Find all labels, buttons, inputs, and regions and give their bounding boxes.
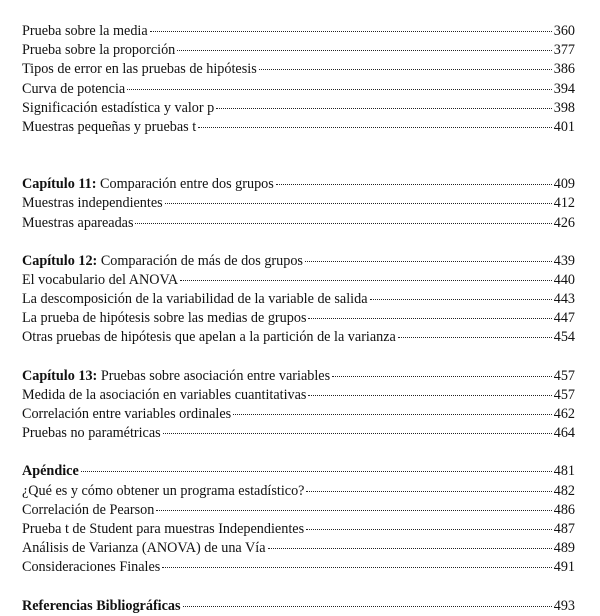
dot-leader: [332, 376, 552, 377]
dot-leader: [198, 127, 552, 128]
dot-leader: [398, 337, 552, 338]
toc-entry-label: La descomposición de la variabilidad de la variable de salida: [22, 291, 368, 308]
toc-entry-label: Tipos de error en las pruebas de hipótesis: [22, 61, 257, 78]
dot-leader: [306, 491, 551, 492]
toc-page-number: 482: [553, 482, 575, 499]
dot-leader: [150, 31, 552, 32]
toc-entry: [22, 328, 575, 347]
toc-page-number: 377: [553, 42, 575, 59]
toc-page-number: 386: [553, 61, 575, 78]
toc-chapter-13: [22, 367, 575, 444]
dot-leader: [268, 548, 552, 549]
chapter-prefix: Capítulo 13:: [22, 367, 98, 384]
toc-entry: [22, 386, 575, 405]
dot-leader: [216, 108, 551, 109]
toc-entry: [22, 80, 575, 99]
toc-page-number: 457: [553, 386, 575, 403]
toc-chapter-heading: [22, 462, 575, 481]
dot-leader: [163, 433, 552, 434]
toc-entry: [22, 520, 575, 539]
toc-page-number: 454: [553, 329, 575, 346]
toc-entry: [22, 60, 575, 79]
toc-page-number: 398: [553, 99, 575, 116]
toc-entry: [22, 41, 575, 60]
toc-entry-label: Prueba sobre la proporción: [22, 42, 176, 59]
chapter-prefix: Referencias Bibliográficas: [22, 597, 181, 614]
toc-page-number: 493: [553, 597, 575, 614]
toc-entry: [22, 118, 575, 137]
toc-page-number: 439: [553, 252, 575, 269]
toc-entry-label: Pruebas no paramétricas: [22, 425, 161, 442]
toc-entry: [22, 482, 575, 501]
toc-page-number: 360: [553, 23, 575, 39]
toc-entry-label: Prueba sobre la media: [22, 23, 148, 39]
toc-entry-label: Prueba t de Student para muestras Independientes: [22, 520, 305, 537]
dot-leader: [276, 184, 552, 185]
table-of-contents: [22, 22, 575, 616]
dot-leader: [180, 280, 552, 281]
toc-entry: [22, 501, 575, 520]
toc-page-number: 462: [553, 406, 575, 422]
toc-entry-label: Muestras pequeñas y pruebas t: [22, 118, 197, 135]
toc-chapter-11: [22, 175, 575, 233]
dot-leader: [370, 299, 552, 300]
toc-entry-label: Consideraciones Finales: [22, 559, 161, 576]
chapter-prefix: Capítulo 12:: [22, 252, 98, 269]
toc-page-number: 394: [553, 80, 575, 97]
toc-entry-label: Correlación entre variables ordinales: [22, 406, 232, 422]
toc-page-number: 443: [553, 291, 575, 308]
dot-leader: [162, 567, 551, 568]
toc-entry-label: Correlación de Pearson: [22, 501, 155, 518]
toc-page-number: 481: [553, 463, 575, 480]
dot-leader: [165, 203, 552, 204]
chapter-title: Comparación entre dos grupos: [96, 176, 274, 193]
toc-entry: [22, 290, 575, 309]
dot-leader: [135, 223, 551, 224]
toc-page-number: 412: [553, 195, 575, 212]
toc-page-number: 489: [553, 540, 575, 557]
chapter-title: Pruebas sobre asociación entre variables: [97, 367, 331, 384]
dot-leader: [127, 89, 552, 90]
toc-entry: [22, 539, 575, 558]
toc-page-number: 409: [553, 176, 575, 193]
toc-chapter-heading: [22, 175, 575, 194]
dot-leader: [306, 529, 552, 530]
toc-chapter-heading: [22, 252, 575, 271]
toc-entry-label: Muestras apareadas: [22, 214, 134, 231]
toc-page-number: 401: [553, 118, 575, 135]
toc-appendix: [22, 462, 575, 577]
dot-leader: [183, 606, 552, 607]
toc-chapter-12: [22, 252, 575, 348]
toc-page-number: 447: [553, 310, 575, 327]
dot-leader: [156, 510, 551, 511]
toc-chapter-heading: [22, 597, 575, 616]
toc-entry-label: Muestras independientes: [22, 195, 163, 212]
toc-page-number: 426: [553, 214, 575, 231]
toc-page-number: 487: [553, 520, 575, 537]
toc-entry: [22, 99, 575, 118]
toc-entry-label: Otras pruebas de hipótesis que apelan a la partición de la varianza: [22, 329, 396, 346]
toc-entry: [22, 214, 575, 233]
toc-entry-label: La prueba de hipótesis sobre las medias de grupos: [22, 310, 307, 327]
chapter-prefix: Apéndice: [22, 463, 79, 480]
toc-entry: [22, 194, 575, 213]
dot-leader: [308, 318, 551, 319]
toc-page-number: 440: [553, 271, 575, 288]
dot-leader: [308, 395, 551, 396]
toc-entry-label: ¿Qué es y cómo obtener un programa estadístico?: [22, 482, 305, 499]
toc-entry-label: Significación estadística y valor p: [22, 99, 215, 116]
dot-leader: [259, 69, 552, 70]
toc-references: [22, 597, 575, 616]
toc-page-number: 486: [553, 501, 575, 518]
toc-entry: [22, 22, 575, 41]
toc-entry: [22, 309, 575, 328]
toc-section-continuation: [22, 22, 575, 137]
toc-entry: [22, 271, 575, 290]
dot-leader: [81, 471, 552, 472]
chapter-prefix: Capítulo 11:: [22, 176, 97, 193]
toc-entry-label: Análisis de Varianza (ANOVA) de una Vía: [22, 540, 266, 557]
toc-page-number: 491: [553, 559, 575, 576]
toc-chapter-heading: [22, 367, 575, 386]
toc-page-number: 464: [553, 425, 575, 442]
dot-leader: [305, 261, 552, 262]
toc-entry-label: Medida de la asociación en variables cuantitativas: [22, 386, 307, 403]
toc-entry: [22, 405, 575, 424]
toc-entry-label: Curva de potencia: [22, 80, 126, 97]
dot-leader: [177, 50, 551, 51]
toc-entry: [22, 558, 575, 577]
dot-leader: [233, 414, 552, 415]
chapter-title: Comparación de más de dos grupos: [97, 252, 303, 269]
toc-entry-label: El vocabulario del ANOVA: [22, 271, 179, 288]
toc-page-number: 457: [553, 367, 575, 384]
toc-entry: [22, 424, 575, 443]
